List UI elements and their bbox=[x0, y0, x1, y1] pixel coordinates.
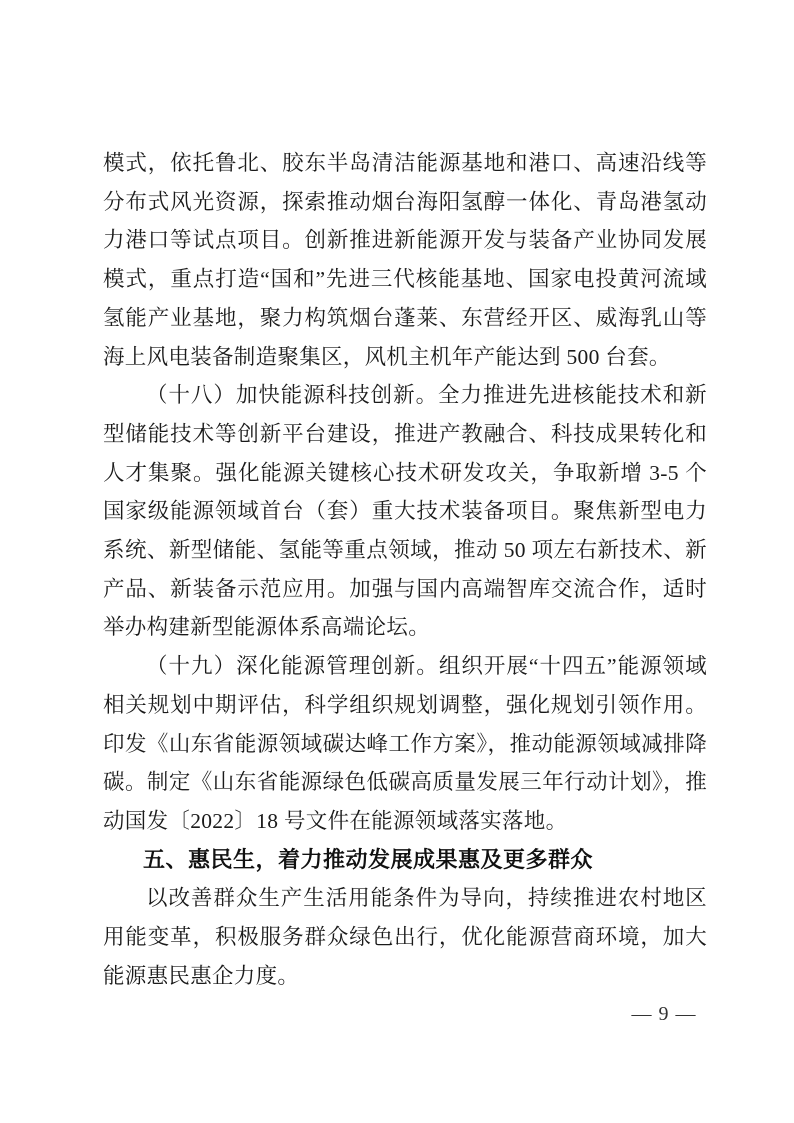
paragraph-continuation: 模式，依托鲁北、胶东半岛清洁能源基地和港口、高速沿线等分布式风光资源，探索推动烟台海阳氢醇一体化、青岛港氢动力港口等试点项目。创新推进新能源开发与装备产业协同发展模式，重点打造“国和”先进三代核能基地、国家电投黄河流域氢能产业基地，聚力构筑烟台蓬莱、东营经开区、威海乳山等海上风电装备制造聚集区，风机主机年产能达到 500 台套。 bbox=[103, 151, 707, 369]
paragraph-item-18: （十八）加快能源科技创新。全力推进先进核能技术和新型储能技术等创新平台建设，推进产教融合、科技成果转化和人才集聚。强化能源关键核心技术研发攻关，争取新增 3-5 个国家级能源领域首台（套）重大技术装备项目。聚焦新型电力系统、新型储能、氢能等重点领域，推动 50 项左右新技术、新产品、新装备示范应用。加强与国内高端智库交流合作，适时举办构建新型能源体系高端论坛。 bbox=[103, 383, 707, 640]
section-heading: 五、惠民生，着力推动发展成果惠及更多群众 bbox=[143, 846, 594, 872]
paragraph-item-19: （十九）深化能源管理创新。组织开展“十四五”能源领域相关规划中期评估，科学组织规划调整，强化规划引领作用。印发《山东省能源领域碳达峰工作方案》，推动能源领域减排降碳。制定《山东省能源绿色低碳高质量发展三年行动计划》，推动国发〔2022〕18 号文件在能源领域落实落地。 bbox=[103, 654, 707, 833]
page-number: — 9 — bbox=[631, 1003, 697, 1025]
page-body bbox=[103, 144, 707, 995]
paragraph-benefit-people: 以改善群众生产生活用能条件为导向，持续推进农村地区用能变革，积极服务群众绿色出行，优化能源营商环境，加大能源惠民惠企力度。 bbox=[103, 886, 707, 988]
